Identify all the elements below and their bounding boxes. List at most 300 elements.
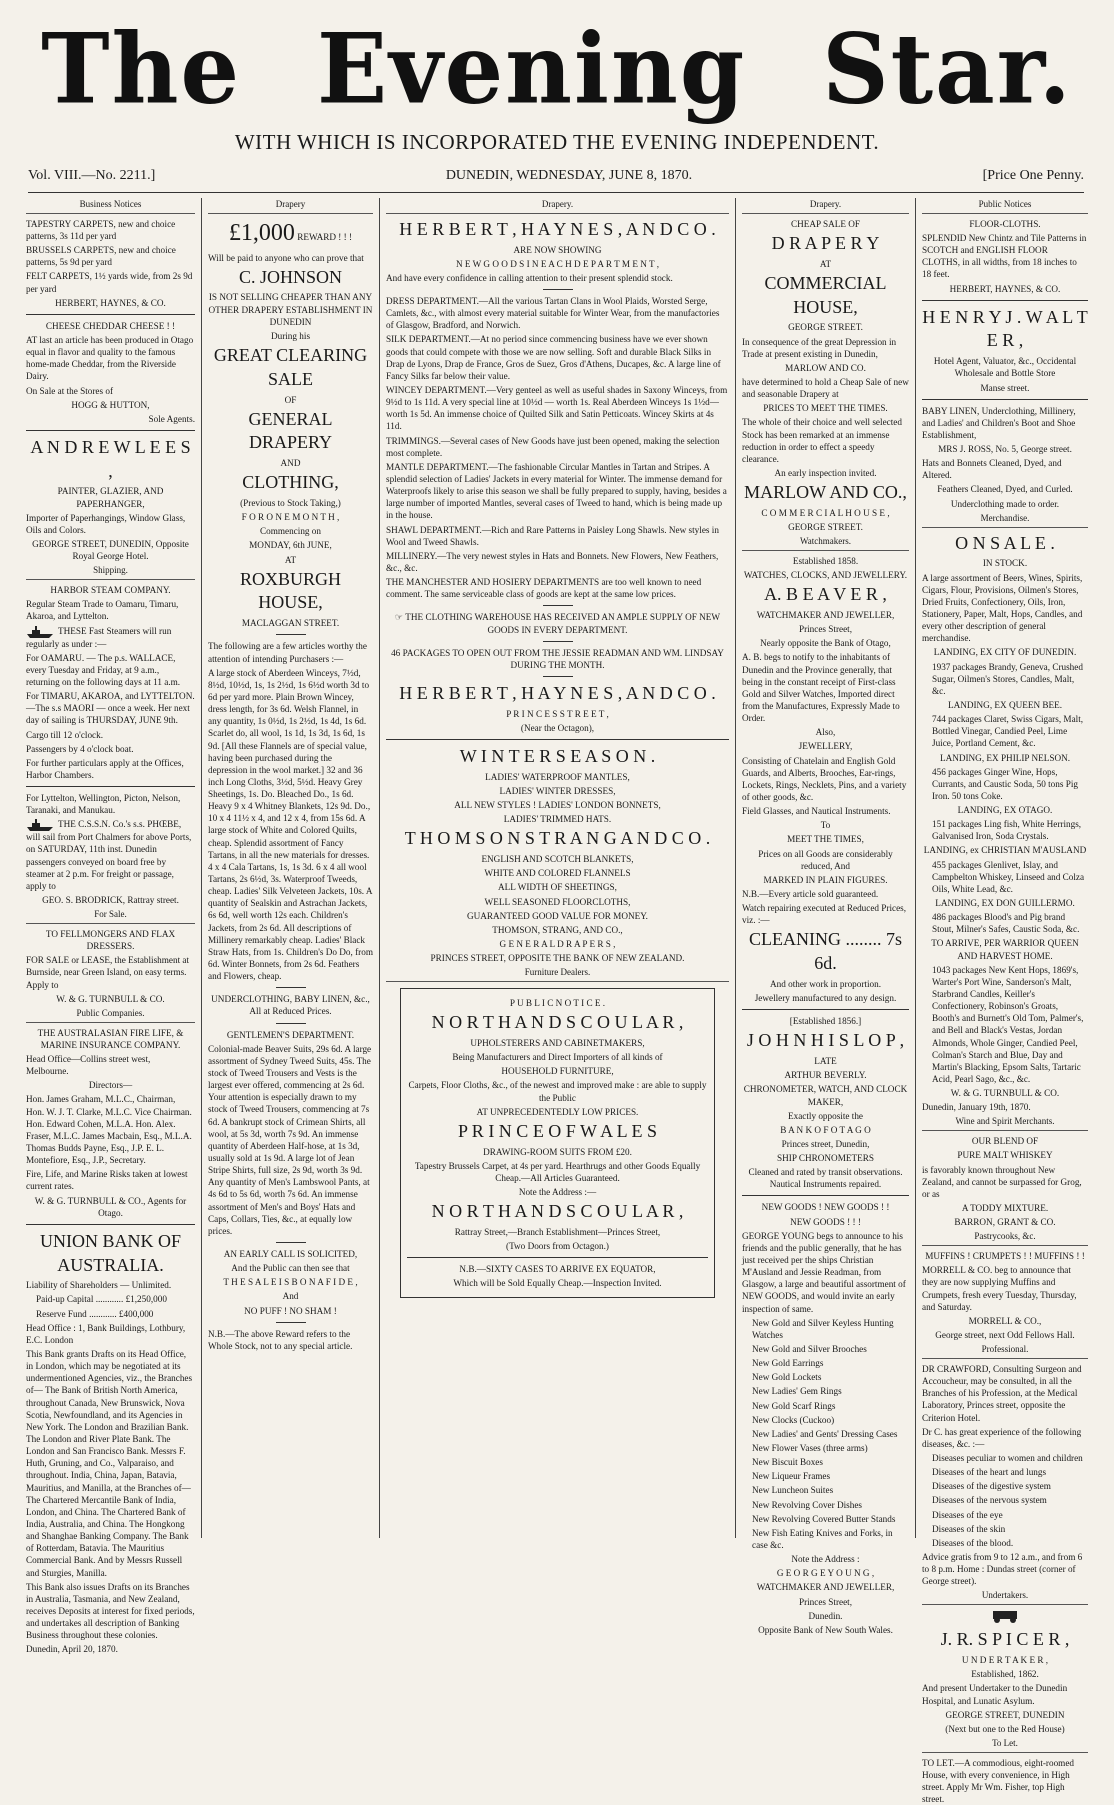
ad-text: LATE [814,1056,837,1067]
list-item: New Gold and Silver Keyless Hunting Watches [752,1317,894,1340]
ad-heading: GENERAL DRAPERY [248,408,333,453]
ad-text: For TIMARU, AKAROA, and LYTTELTON. —The s.s MAORI — once a week. Her next day of sailing is THURSDAY, JUNE 9th. [26,691,195,726]
department-item: THE MANCHESTER AND HOSIERY DEPARTMENTS are too well known to need comment. The same serviceable class of goods are kept at the same low prices. [386,577,702,600]
ad-text: OF [284,394,297,405]
ad-text: GEORGE STREET. [788,521,863,532]
ad-text: Nearly opposite the Bank of Otago, [760,638,891,649]
divider [26,430,195,431]
ad-text: AT [819,258,832,269]
ad-heading: A N D R E W L E E S , [30,436,191,481]
ad-text: This Bank grants Drafts on its Head Office, in London, which may be negotiated at its undermentioned Agencies, viz., the Branches of— The Bank of British North America, throughout Canada, New Brunswick, Nova Scotia, Newfoundland, and its Agencies in New York. The London and Brazilian Bank. The London and River Plate Bank. The London and San Francisco Bank. Messrs F. Huth, Gruning, and Co., Valparaiso, and throughout. India, China, Japan, Batavia, Mauritius, and Manilla, at the Branches of— The Chartered Mercantile Bank of India, London, and China. The Chartered Bank of India, Australia, and China. The Hongkong and Shanghae Banking Company. The Bank of Rotterdam, Batavia. The Mauritius Commercial Bank. And by Messrs Russell and Sturgies, Manilla. [26,1348,193,1578]
ad-text: MONDAY, 6th JUNE, [249,540,332,551]
divider [922,300,1088,301]
ad-text: SHIP CHRONOMETERS [777,1153,874,1164]
ad-text: Tapestry Brussels Carpet, at 4s per yard. Hearthrugs and other Goods Equally Cheap.—All Articles Guaranteed. [414,1160,701,1183]
ad-heading: N O R T H A N D S C O U L A R , [431,1201,684,1222]
landing-text: 455 packages Glenlivet, Islay, and Campbelton Whiskey, Linseed and Colza Oils, White Lead, &c. [932,859,1085,894]
section-heading: Shipping. [26,564,195,580]
ad-text: NEW GOODS ! ! ! [790,1216,861,1227]
ad-text: Sole Agents. [148,413,195,424]
ad-text: MARLOW AND CO. [785,362,866,373]
hearse-icon [985,1609,1025,1623]
ad-text: THE CLOTHING WAREHOUSE HAS RECEIVED AN AMPLE SUPPLY OF NEW GOODS IN EVERY DEPARTMENT. [405,612,721,635]
landing-heading: LANDING, ex CHRISTIAN M'AUSLAND [923,845,1087,856]
list-item: New Luncheon Suites [752,1485,834,1496]
ad-text: IS NOT SELLING CHEAPER THAN ANY OTHER DRAPERY ESTABLISHMENT IN DUNEDIN [208,292,373,327]
ad-heading: D R A P E R Y [771,233,880,254]
advertiser: HOGG & HUTTON, [71,399,150,410]
ad-heading: H E N R Y J . W A L T E R , [922,306,1088,351]
ad-text: MORRELL & CO. beg to announce that they are now supplying Muffins and Crumpets, fresh every Tuesday, Thursday, and Saturday. [922,1265,1077,1312]
divider [26,314,195,315]
ad-text: PAINTER, GLAZIER, AND PAPERHANGER, [57,486,164,509]
ad-text: C O M M E R C I A L H O U S E , [761,507,890,518]
ad-text: Also, [815,727,836,738]
section-heading: Drapery [208,198,373,214]
ad-text: GEORGE STREET, DUNEDIN [945,1709,1065,1720]
section-heading: Drapery. [742,198,909,214]
section-heading: Undertakers. [922,1589,1088,1605]
ad-text: P U B L I C N O T I C E . [509,998,606,1009]
column-2 [202,198,380,1538]
title-word: The [41,12,242,126]
ad-text: For Lyttelton, Wellington, Picton, Nelson, Taranaki, and Manukau. [26,793,181,816]
ad-text [386,611,729,635]
section-heading: Public Companies. [26,1007,195,1023]
ad-heading: GENTLEMEN'S DEPARTMENT. [226,1029,355,1040]
ad-text: [Established 1856.] [789,1016,862,1027]
steamship-icon [26,819,54,831]
ad-text: A large assortment of Beers, Wines, Spirits, Cigars, Flour, Provisions, Oilmen's Stores, Dried Fruits, Confectionery, Oils, Iron, Stationery, Paper, Malt, Hops, Candles, and every other description of general merchandise. [922,572,1083,644]
ad-heading: J. R. S P I C E R , [940,1629,1070,1650]
ad-text: Dr C. has great experience of the following diseases, &c. :— [922,1426,1082,1449]
dateline: DUNEDIN, WEDNESDAY, JUNE 8, 1870. [445,168,693,183]
ad-text: MEET THE TIMES, [787,834,864,845]
ad-heading: HARBOR STEAM COMPANY. [50,585,171,596]
ad-heading: UNION BANK OF AUSTRALIA. [39,1230,181,1275]
ad-text: On Sale at the Stores of [26,385,114,396]
ad-heading: J O H N H I S L O P , [746,1030,905,1051]
divider [922,399,1088,400]
ad-text: 46 PACKAGES TO OPEN OUT FROM THE JESSIE READMAN AND WM. LINDSAY DURING THE MONTH. [391,647,724,670]
department-item: DRESS DEPARTMENT.—All the various Tartan Clans in Wool Plaids, Worsted Serge, Camlets, &c., with almost every material suitable for Winter Wear, from the manufactories of Glasgow, Bradford, and Norwich. [386,296,720,331]
ad-text: Colonial-made Beaver Suits, 29s 6d. A large assortment of Sydney Tweed Suits, 45s. The stock of Tweed Trousers and Vests is the largest ever offered, commencing at 2s 6d. Your attention is especially drawn to my stock of Tweed Trousers, commencing at 7s 6d. A bankrupt stock of Crimean Shirts, all wool, at 5s 3d, worth 7s 9d. An immense quantity of Aberdeen Half-hose, at 1s 3d, usually sold at 1s 9d. A large lot of Jean Stripe Shirts, full size, 2s 9d, worth 3s 9d. Any quantity of Men's Lambswool Pants, at 4s 6d to 5s 6d, worth 7s 6d. An immense assortment of Men's and Boys' Hats and Caps, Collars, Ties, &c., at equally low prices. [208,1043,372,1236]
ad-text: Importer of Paperhangings, Window Glass, Oils and Colors. [26,512,186,535]
ad-text: MRS J. ROSS, No. 5, George street. [938,444,1072,455]
ad-text: Advice gratis from 9 to 12 a.m., and from 6 to 8 p.m. Home : Dundas street (corner of George street). [922,1552,1083,1587]
ad-text: G E N E R A L D R A P E R S , [499,938,616,949]
ad-text: Which will be Sold Equally Cheap.—Inspection Invited. [453,1278,662,1289]
divider [742,1195,909,1196]
ad-text: Will be paid to anyone who can prove that [208,252,364,263]
ad-text: Rattray Street,—Branch Establishment—Princes Street, [454,1226,661,1237]
divider [26,1224,195,1225]
ad-text: NO PUFF ! NO SHAM ! [244,1305,337,1316]
ad-text: GEORGE YOUNG begs to announce to his friends and the public generally, that he has just received per the ships Christian M'Ausland and Jessie Readman, from Glasgow, a large and beautiful assortment of NEW GOODS, and would invite an early inspection of same. [742,1230,906,1314]
column-3 [380,198,736,1538]
list-item: New Flower Vases (three arms) [752,1443,868,1454]
ad-text: N.B.—SIXTY CASES TO ARRIVE EX EQUATOR, [459,1264,656,1275]
list-item: Diseases of the nervous system [932,1495,1047,1506]
landing-text: 486 packages Blood's and Pig brand Stout, Milner's Safes, Caustic Soda, &c. [932,912,1080,935]
ad-text: Princes Street, [798,1596,853,1607]
list-item: New Revolving Covered Butter Stands [752,1513,896,1524]
ad-text [26,625,195,650]
ad-text: Princes street, Dunedin, [781,1138,870,1149]
list-item: New Gold Earrings [752,1358,824,1369]
ad-text: U N D E R T A K E R , [961,1655,1049,1666]
list-item: Diseases peculiar to women and children [932,1453,1083,1464]
ad-text: Head Office—Collins street west, Melbourne. [26,1053,151,1077]
ad-text: (Next but one to the Red House) [945,1723,1065,1734]
volume-number: Vol. VIII.—No. 2211.] [28,168,156,183]
list-item: New Gold Lockets [752,1372,822,1383]
ad-text: WATCHMAKER AND JEWELLER, [756,610,895,621]
ad-text: N.B.—Every article sold guaranteed. [742,888,879,899]
ad-text: N E W G O O D S I N E A C H D E P A R T M E N T , [455,258,660,269]
divider [276,987,306,988]
ad-text: Commencing on [260,526,321,537]
ad-text: G E O R G E Y O U N G , [776,1568,875,1579]
ad-text: CHRONOMETER, WATCH, AND CLOCK MAKER, [743,1084,908,1107]
section-heading: Professional. [922,1343,1088,1359]
column-1 [20,198,202,1655]
ad-text: Reserve Fund ............ £400,000 [36,1308,154,1319]
ad-text: have determined to hold a Cheap Sale of new and seasonable Drapery at [742,376,909,400]
landing-heading: TO ARRIVE, PER WARRIOR QUEEN AND HARVEST HOME. [931,938,1079,961]
column-5 [916,198,1094,1805]
ad-text: Cargo till 12 o'clock. [26,729,104,740]
ad-text: Hotel Agent, Valuator, &c., Occidental Wholesale and Bottle Store [933,356,1077,379]
landing-text: 456 packages Ginger Wine, Hops, Currants, and Caustic Soda, 50 tons Pig Iron. 50 tons Coke. [932,766,1078,801]
ad-text: Passengers by 4 o'clock boat. [26,743,134,754]
ad-text: ALL NEW STYLES ! LADIES' LONDON BONNETS, [454,800,661,811]
masthead [0,14,1114,155]
advertiser: HERBERT, HAYNES, & CO. [55,297,166,308]
ad-text: REWARD ! ! ! [297,231,353,242]
ad-heading: T H O M S O N S T R A N G A N D C O . [404,828,711,849]
ad-text: Carpets, Floor Cloths, &c., of the newest and improved make : are able to supply the Public [408,1080,707,1103]
divider [276,1242,306,1243]
ad-text: IN STOCK. [982,558,1028,569]
ad-heading: MUFFINS ! CRUMPETS ! ! MUFFINS ! ! [925,1251,1085,1262]
ad-heading: N O R T H A N D S C O U L A R , [431,1012,684,1033]
ad-text: NEW GOODS ! NEW GOODS ! ! [761,1202,890,1213]
title-word: Evening [317,12,747,126]
ad-text: WATCHES, CLOCKS, AND JEWELLERY. [743,570,908,581]
divider [543,605,573,606]
ad-text: N.B.—The above Reward refers to the Whole Stock, not to any special article. [208,1328,353,1351]
ad-text: The following are a few articles worthy the attention of intending Purchasers :— [208,641,367,664]
ad-text [922,1609,1088,1626]
ad-text: Underclothing made to order. [950,498,1060,509]
ad-text: (Near the Octagon), [520,722,595,733]
landing-heading: LANDING, EX CITY OF DUNEDIN. [933,647,1077,658]
ad-text: And present Undertaker to the Dunedin Hospital, and Lunatic Asylum. [922,1683,1068,1706]
list-item: New Liqueur Frames [752,1471,831,1482]
ad-text: Being Manufacturers and Direct Importers of all kinds of [452,1052,663,1063]
issue-line [28,168,1084,193]
list-item: New Revolving Cover Dishes [752,1499,862,1510]
ad-text: Dunedin. [808,1610,843,1621]
section-heading: For Sale. [26,908,195,924]
list-item: Diseases of the skin [932,1523,1006,1534]
ad-text: AT last an article has been produced in Otago equal in flavor and quality to the famous home-made Cheddar, from the Riverside Dairy. [26,335,194,382]
ad-text: This Bank also issues Drafts on its Branches in Australia, Tasmania, and New Zealand, receives Deposits at interest for fixed periods, and undertakes all description of Banking Business throughout these colonies. [26,1581,195,1641]
ad-heading: GREAT CLEARING SALE [213,345,368,389]
ad-text: (Two Doors from Octagon.) [506,1241,609,1252]
ad-text: Opposite Bank of New South Wales. [758,1624,893,1635]
advertiser: W. & G. TURNBULL & CO. [56,993,165,1004]
divider [276,634,306,635]
list-item: New Ladies' and Gents' Dressing Cases [752,1428,898,1439]
ad-text: LADIES' WATERPROOF MANTLES, [485,771,630,782]
divider [543,641,573,642]
ad-text: AT [284,554,297,565]
ad-text: Jewellery manufactured to any design. [754,993,897,1004]
ad-text: A large stock of Aberdeen Winceys, 7½d, 8½d, 10½d, 1s, 1s 2½d, 1s 6½d worth 3d to 6d per yard more. Plain Brown Wincey, dress length, for 3s 6d. Welsh Flannel, in any quantity, 1s 0½d, 1s 2½d, 1s 4d, 1s 6d. Scarlet do, all wool, 1s 1d, 1s 3d, 1s 6d, 1s 9d. [All these Flannels are of special value, having been purchased during the depression in the wool market.] 32 and 36 inch Long Cloths, 3½d, 5½d. Heavy Grey Sheetings, 1s. Do. Bleached Do., 1s 6d. Heavy 9 x 4 Whitney Blankets, 12s 9d. Do., 10 x 4 11½ x 4, and 12 x 4, from 15s 6d. A large stock of White and Colored Quilts, cheap. Splendid assortment of Fancy Tartans, in all the new materials for dresses. 4 x 4 Cala Tartans, 1s, 1s 3d. 6 x 4 all wool Tartans, 2s 6½d, 3s. Waterproof Tweeds, cheap. Ladies' Silk Velveteen Jackets, 10s. A quantity of Sealskin and Astrachan Jackets, 6s 6d, well worth 12s each. Children's Jackets, from 2s 6d. All descriptions of Millinery remarkably cheap. Ladies' Black Straw Hats, from 1s. Children's Do Do, from 6d. Winter Bonnets, from 2s 6d. Feathers and Flowers, cheap. [208,667,373,982]
ad-text: Hon. James Graham, M.L.C., Chairman, Hon. W. J. T. Clarke, M.L.C. Vice Chairman. Hon. Edward Cohen, M.L.A. Hon. Alex. Fraser, M.L.C. James Macbain, Esq., M.L.A. Thomas Budds Payne, Esq., J.P. E. L. Montefiore, Esq., J.P., Secretary. [26,1094,192,1166]
ad-text: To [820,820,831,831]
ad-text: A. B. begs to notify to the inhabitants of Dunedin and the Province generally, that being in the constant receipt of First-class Gold and Silver Watches, Imported direct from the Manufactures, Expressly Made to Order. [742,652,900,724]
ad-text: UNDERCLOTHING, BABY LINEN, &c., All at Reduced Prices. [211,994,370,1017]
ad-text: (Previous to Stock Taking,) [240,498,341,509]
ad-text: Head Office : 1, Bank Buildings, Lothbury, E.C. London [26,1322,186,1345]
furniture-ad-box [400,988,715,1298]
landing-text: 744 packages Claret, Swiss Cigars, Malt, Bottled Vinegar, Candied Peel, Lime Juice, Portland Cement, &c. [932,714,1084,749]
ad-text: GUARANTEED GOOD VALUE FOR MONEY. [467,910,648,921]
ad-text: AND [280,458,301,469]
department-item: SILK DEPARTMENT.—At no period since commencing business have we ever shown goods that could compete with those we are now selling. Soft and durable Black Silks in Drap de Lyons, Drap de France, Gros de Suez, Gros d'Athens, Ducapes, &c. A large line of Fancy Silks far below their value. [386,334,721,381]
ad-text: ARE NOW SHOWING [513,244,602,255]
ad-text: JEWELLERY, [798,741,853,752]
ad-text: is favorably known throughout New Zealand, and cannot be surpassed for Grog, or as [922,1164,1082,1199]
divider [26,786,195,787]
ad-heading: W I N T E R S E A S O N . [459,746,656,767]
ad-text: TAPESTRY CARPETS, new and choice patterns, 3s 11d per yard [26,218,176,242]
ad-text: Note the Address :— [518,1186,597,1197]
list-item: Diseases of the digestive system [932,1481,1051,1492]
divider [386,739,729,740]
ad-text: MACLAGGAN STREET. [241,618,340,629]
ad-text: SPLENDID New Chintz and Tile Patterns in SCOTCH and ENGLISH FLOOR CLOTHS, in all widths, from 18 inches to 18 feet. [922,233,1087,280]
section-heading: Furniture Dealers. [386,966,729,982]
section-heading: Drapery. [386,198,729,214]
ad-heading: ROXBURGH HOUSE, [239,568,341,613]
ad-text [26,818,195,892]
ad-text: Paid-up Capital ............ £1,250,000 [36,1294,167,1305]
ad-text: Hats and Bonnets Cleaned, Dyed, and Altered. [922,458,1062,481]
ad-text: George street, next Odd Fellows Hall. [935,1330,1075,1341]
ad-heading: CHEESE CHEDDAR CHEESE ! ! [45,320,176,331]
price: [Price One Penny. [982,168,1084,183]
list-item: New Ladies' Gem Rings [752,1386,842,1397]
ad-text: LADIES' WINTER DRESSES, [499,785,616,796]
ad-text: Liability of Shareholders — Unlimited. [26,1280,172,1291]
ad-text: THESE Fast Steamers will run regularly as under :— [26,625,172,649]
ad-text: WATCHMAKER AND JEWELLER, [756,1582,895,1593]
ad-text: FELT CARPETS, 1½ yards wide, from 2s 9d per yard [26,271,193,294]
ad-text: Regular Steam Trade to Oamaru, Timaru, Akaroa, and Lyttelton. [26,599,179,622]
ad-text: ENGLISH AND SCOTCH BLANKETS, [481,854,634,865]
list-item: New Gold Scarf Rings [752,1400,836,1411]
list-item: New Gold and Silver Brooches [752,1344,867,1355]
divider [407,1257,708,1258]
ad-text: T H E S A L E I S B O N A F I D E , [223,1277,358,1288]
ad-text: ALL WIDTH OF SHEETINGS, [498,882,617,893]
ad-text: For OAMARU. — The p.s. WALLACE, every Tuesday and Friday, at 9 a.m., returning on the following days at 11 a.m. [26,652,181,687]
ad-text: BABY LINEN, Underclothing, Millinery, and Ladies' and Children's Boot and Shoe Establishment, [922,405,1076,440]
ad-text: HOUSEHOLD FURNITURE, [501,1066,614,1077]
ad-heading: P R I N C E O F W A L E S [457,1120,658,1141]
ad-heading: A. B E A V E R , [764,584,887,605]
list-item: New Clocks (Cuckoo) [752,1414,835,1425]
section-heading: Watchmakers. [742,535,909,551]
pointing-hand-icon: ☞ [394,612,404,623]
advertiser: HERBERT, HAYNES, & CO. [949,283,1061,294]
ad-text: LADIES' TRIMMED HATS. [503,814,612,825]
ad-text: UPHOLSTERERS AND CABINETMAKERS, [470,1037,645,1048]
ad-heading: O N S A L E . [955,532,1055,553]
ad-text: Manse street. [980,382,1030,393]
ad-text: Princes Street, [798,624,853,635]
ad-heading: H E R B E R T , H A Y N E S , A N D C O . [399,218,716,239]
ad-text: PRINCES STREET, OPPOSITE THE BANK OF NEW ZEALAND. [430,953,685,964]
section-heading: Business Notices [26,198,195,214]
ad-heading: CLOTHING, [242,472,339,493]
advertiser: GEO. S. BRODRICK, Rattray street. [42,894,179,905]
section-heading: Wine and Spirit Merchants. [922,1115,1088,1131]
section-heading: Pastrycooks, &c. [922,1230,1088,1246]
advertiser: MORRELL & CO., [968,1315,1042,1326]
ad-heading: COMMERCIAL HOUSE, [764,272,887,317]
advertiser: BARRON, GRANT & CO. [954,1217,1056,1228]
divider [276,1322,306,1323]
subtitle: WITH WHICH IS INCORPORATED THE EVENING INDEPENDENT. [234,130,880,154]
columns [20,198,1094,1805]
divider [543,676,573,677]
ad-text: TO LET.—A commodious, eight-roomed House, with every convenience, in High street. Apply Mr Wm. Fisher, top High street. [922,1757,1074,1805]
column-4 [736,198,916,1635]
ad-text: And [282,1291,299,1302]
ad-text: Watch repairing executed at Reduced Prices, viz. :— [742,903,907,926]
ad-text: Dunedin, April 20, 1870. [26,1644,118,1655]
divider [276,1023,306,1024]
ad-text: Note the Address : [791,1554,860,1565]
ad-text: During his [270,330,311,341]
ad-text: P R I N C E S S T R E E T , [506,708,609,719]
ad-text: PRICES TO MEET THE TIMES. [763,403,888,414]
department-item: MILLINERY.—The very newest styles in Hats and Bonnets. New Flowers, New Feathers, &c., &c. [386,550,719,573]
reward-amount: £1,000 [228,219,295,246]
ad-text: FOR SALE or LEASE, the Establishment at Burnside, near Green Island, on easy terms. Apply to [26,955,190,990]
ad-text: Exactly opposite the [787,1110,863,1121]
ad-text: GEORGE STREET, DUNEDIN, Opposite Royal George Hotel. [32,539,189,562]
ad-text: Dunedin, January 19th, 1870. [922,1102,1031,1113]
title-word: Star. [822,12,1073,126]
ad-text: A TODDY MIXTURE. [961,1203,1049,1214]
ad-text: Cleaned and rated by transit observations. Nautical Instruments repaired. [748,1167,903,1190]
ad-text: An early inspection invited. [774,467,877,478]
divider [543,289,573,290]
landing-heading: LANDING, EX QUEEN BEE. [947,699,1063,710]
ad-text: Consisting of Chatelain and English Gold Guards, and Alberts, Brooches, Ear-rings, Lockets, Rings, Necklets, Pins, and a variety of other goods, &c. [742,755,907,802]
ad-text: WELL SEASONED FLOORCLOTHS, [484,896,631,907]
ad-heading: THE AUSTRALASIAN FIRE LIFE, & MARINE INSURANCE COMPANY. [37,1027,184,1050]
list-item: Diseases of the blood. [932,1537,1014,1548]
landing-text: 151 packages Ling fish, White Herrings, Galvanised Iron, Soda Crystals. [932,819,1082,842]
ad-text: ARTHUR BEVERLY. [784,1070,867,1081]
landing-text: 1937 packages Brandy, Geneva, Crushed Sugar, Oilmen's Stores, Candles, Malt, &c. [932,661,1083,696]
ad-text: And the Public can then see that [231,1263,350,1274]
ad-text: Established, 1862. [971,1669,1039,1680]
ad-text: F O R O N E M O N T H , [241,512,340,523]
ad-text: AT UNPRECEDENTEDLY LOW PRICES. [476,1106,639,1117]
steamship-icon [26,626,54,638]
list-item: Diseases of the eye [932,1509,1003,1520]
advertiser: W. & G. TURNBULL & CO. [950,1088,1060,1099]
ad-text: AN EARLY CALL IS SOLICITED, [223,1248,358,1259]
department-item: WINCEY DEPARTMENT.—Very genteel as well as useful shades in Saxony Winceys, from 9½d to 1s 11d. A very special line at 10½d — worth 1s. Real Aberdeen Winceys 1s 1½d—worth 1s 5d. An immense choice of Quilted Silk and Satin Petticoats. Wincey Skirts at 4s 11d. [386,385,728,432]
section-heading: To Let. [922,1737,1088,1753]
ad-text: Feathers Cleaned, Dyed, and Curled. [937,484,1073,495]
list-item: New Biscuit Boxes [752,1457,823,1468]
list-item: Diseases of the heart and lungs [932,1467,1047,1478]
ad-text: WHITE AND COLORED FLANNELS [484,868,631,879]
ad-text: Prices on all Goods are considerably reduced, And [758,848,893,871]
ad-text: Fire, Life, and Marine Risks taken at lowest current rates. [26,1169,188,1192]
ad-heading: FLOOR-CLOTHS. [969,218,1041,229]
ad-text: MARKED IN PLAIN FIGURES. [763,874,888,885]
ad-heading: H E R B E R T , H A Y N E S , A N D C O . [399,682,716,703]
advertiser: W. & G. TURNBULL & CO., Agents for Otago. [34,1195,187,1218]
newspaper-title [0,11,1114,127]
department-item: MANTLE DEPARTMENT.—The fashionable Circular Mantles in Tartan and Stripes. A splendid selection of Ladies' Jackets in every material for Winter. The immense demand for Waterproofs likely to arise this season we shall be fully prepared to supply, having, besides a large number of imported Mantles, several cases of Tweed to hand, which is being made up in the house. [386,461,727,521]
divider [742,1009,909,1010]
ad-text: CHEAP SALE OF [790,218,861,229]
ad-heading: THOMSON, STRANG, AND CO., [492,924,623,935]
ad-text: And have every confidence in calling attention to their present splendid stock. [386,272,673,283]
landing-heading: LANDING, EX PHILIP NELSON. [939,752,1071,763]
department-item: TRIMMINGS.—Several cases of New Goods have just been opened, making the selection most complete. [386,435,720,458]
ad-heading: CLEANING ........ 7s 6d. [749,929,902,974]
ad-text: OUR BLEND OF [971,1136,1039,1147]
ad-text: The whole of their choice and well selected Stock has been remarked at an immense reduction in order to effect a speedy clearance. [742,417,902,464]
ad-heading: PURE MALT WHISKEY [957,1150,1053,1161]
ad-text: Directors— [88,1080,133,1091]
ad-text: B A N K O F O T A G O [780,1124,871,1135]
department-item: SHAWL DEPARTMENT.—Rich and Rare Patterns in Paisley Long Shawls. New styles in Wool and Tweed Shawls. [386,524,719,547]
ad-text: For further particulars apply at the Offices, Harbor Chambers. [26,757,184,780]
landing-heading: LANDING, EX DON GUILLERMO. [935,898,1075,909]
ad-text: BRUSSELS CARPETS, new and choice patterns, 5s 9d per yard [26,245,176,268]
ad-text: And other work in proportion. [770,978,881,989]
ad-heading: C. JOHNSON [238,266,343,287]
ad-text: THE C.S.S.N. Co.'s s.s. PHŒBE, will sail from Port Chalmers for above Ports, on SATURDAY, 11th inst. Dunedin passengers conveyed on board free by steamer at 2 p.m. For freight or passage, apply to [26,819,192,891]
ad-text: Established 1858. [792,556,859,566]
ad-text: Field Glasses, and Nautical Instruments. [742,806,891,817]
ad-text: DRAWING-ROOM SUITS FROM £20. [483,1146,632,1157]
ad-text: In consequence of the great Depression in Trade at present existing in Dunedin, [742,336,897,359]
landing-heading: LANDING, EX OTAGO. [957,805,1053,816]
section-heading: Merchandise. [922,512,1088,528]
ad-heading: TO FELLMONGERS AND FLAX DRESSERS. [45,928,176,952]
ad-text: GEORGE STREET. [788,322,863,333]
ad-heading: MARLOW AND CO., [744,482,907,503]
landing-text: 1043 packages New Kent Hops, 1869's, Warter's Port Wine, Sanderson's Malt, Starbrand Candles, Keiller's Confectionery, Robinson's Groats, Booth's and Burnett's Old Tom, Palmer's, and Bell and Black's Vestas, Jordan Almonds, Whole Ginger, Candied Peel, Colman's Starch and Blue, Day and Martin's Blacking, Epsom Salts, Tartaric Acid, Pearl Sago, &c., &c. [932,964,1084,1085]
ad-text: DR CRAWFORD, Consulting Surgeon and Accoucheur, may be consulted, in all the Branches of his Profession, at the Medical Laboratory, Princes street, opposite the Criterion Hotel. [922,1364,1082,1423]
section-heading: Public Notices [922,198,1088,214]
